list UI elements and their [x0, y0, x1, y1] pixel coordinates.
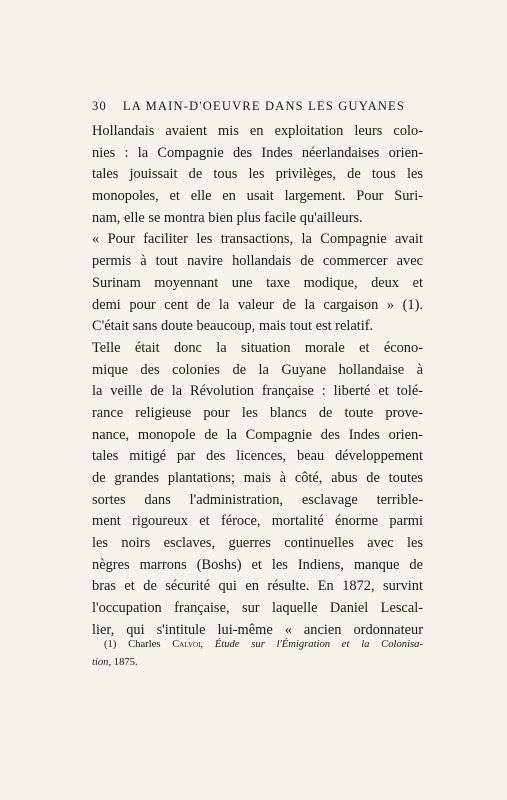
running-header [92, 99, 422, 114]
text-line: permis à tout navire hollandais de commercer avec [92, 253, 423, 270]
text-line: lier, qui s'intitule lui-même « ancien ordonnateur [92, 621, 423, 638]
text-line: nègres marrons (Boshs) et les Indiens, manque de [92, 556, 423, 573]
text-line: mique des colonies de la Guyane hollandaise à [92, 361, 423, 378]
footnote-year: , 1875. [108, 656, 138, 668]
footnote-title-end: tion [92, 656, 109, 668]
text-line: tales mitigé par des licences, beau développement [92, 448, 423, 465]
text-line: tales jouissait de tous les privilèges, de tous les [92, 166, 423, 183]
text-line: la veille de la Révolution française : liberté et tolé- [92, 383, 423, 400]
footnote [92, 636, 423, 671]
text-line: sortes dans l'administration, esclavage terrible- [92, 491, 423, 508]
footnote-marker: (1) Charles [104, 639, 161, 650]
footnote-author: Calvoi [172, 639, 201, 650]
footnote-line [92, 654, 423, 672]
text-line: de grandes plantations; mais à côté, abus de toutes [92, 470, 423, 486]
footnote-line: (1) Charles Calvoi, Étude sur l'Émigration et la Colonisa- [104, 639, 423, 650]
running-title: LA MAIN-D'OEUVRE DANS LES GUYANES [122, 99, 406, 113]
text-line: les noirs esclaves, guerres continuelles avec les [92, 535, 423, 552]
text-line: Surinam moyennant une taxe modique, deux et [92, 274, 423, 291]
text-line: « Pour faciliter les transactions, la Compagnie avait [92, 231, 423, 248]
text-line: demi pour cent de la valeur de la cargaison » (1). [92, 296, 423, 313]
text-line: C'était sans doute beaucoup, mais tout est relatif. [92, 318, 374, 335]
text-line: nam, elle se montra bien plus facile qu'ailleurs. [92, 209, 363, 226]
text-line: rance religieuse pour les blancs de toute prove- [92, 404, 423, 421]
text-line: bras et de sécurité qui en résulte. En 1872, survint [92, 578, 423, 595]
footnote-title: Étude sur l'Émigration et la Colonisa- [214, 639, 423, 650]
page-number: 30 [92, 99, 107, 113]
text-line: nies : la Compagnie des Indes néerlandaises orien- [92, 144, 423, 161]
text-line: nance, monopole de la Compagnie des Indes orien- [92, 426, 423, 443]
text-line: ment rigoureux et féroce, mortalité énorme parmi [92, 513, 423, 530]
text-line: monopoles, et elle en usait largement. Pour Suri- [92, 188, 423, 205]
text-line: l'occupation française, sur laquelle Daniel Lescal- [92, 600, 423, 617]
text-line: Telle était donc la situation morale et écono- [92, 339, 423, 356]
body-text [92, 121, 423, 642]
text-line: Hollandais avaient mis en exploitation leurs colo- [92, 123, 423, 139]
